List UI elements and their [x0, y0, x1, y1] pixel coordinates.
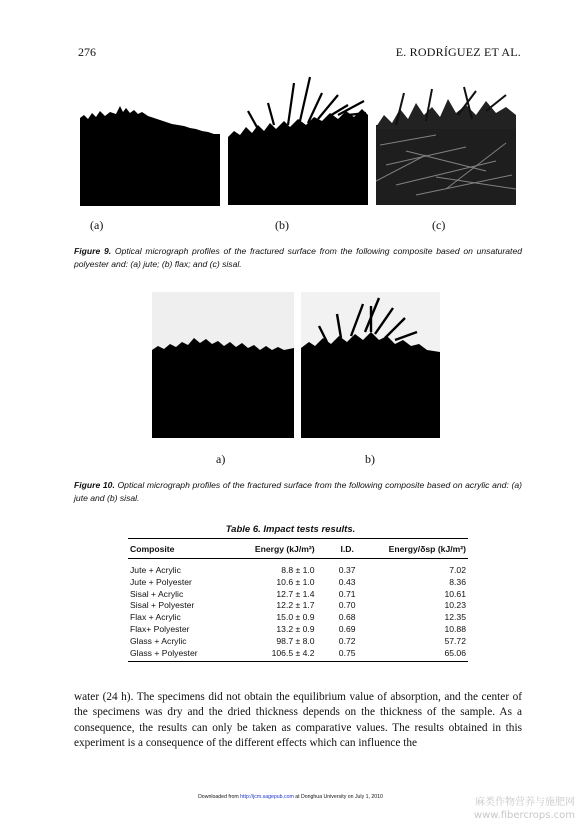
table6-title: Table 6. Impact tests results. [225, 524, 356, 535]
cell-composite: Flax+ Polyester [130, 623, 190, 634]
watermark [474, 796, 575, 822]
footer-suffix: at Donghua University on July 1, 2010 [293, 794, 383, 800]
cell-id: 0.70 [338, 600, 356, 611]
figure10-caption [74, 479, 522, 505]
cell-energy-per-dsp: 10.23 [444, 600, 466, 611]
cell-id: 0.75 [317, 648, 378, 662]
cell-energy: 15.0 ± 0.9 [276, 612, 315, 623]
header-energy: Energy (kJ/m²) [228, 539, 316, 559]
figure9-panel-a-image [80, 98, 220, 206]
page-number: 276 [78, 45, 96, 59]
cell-id: 0.72 [338, 635, 356, 646]
figure10-panel-b-image [301, 292, 440, 438]
figure10-caption-label: Figure 10. [74, 480, 115, 490]
cell-composite: Sisal + Acrylic [130, 588, 184, 599]
cell-id: 0.43 [338, 576, 356, 587]
footer-prefix: Downloaded from [198, 794, 241, 800]
running-head: E. RODRÍGUEZ ET AL. [395, 45, 521, 59]
figure9-label-a: (a) [90, 218, 104, 232]
cell-composite: Jute + Polyester [130, 576, 192, 587]
cell-energy: 12.2 ± 1.7 [276, 600, 315, 611]
cell-composite: Glass + Acrylic [130, 635, 187, 646]
table-row [128, 648, 468, 662]
cell-energy-per-dsp: 8.36 [449, 576, 466, 587]
cell-id: 0.37 [338, 565, 356, 575]
figure9-caption-label: Figure 9. [74, 246, 112, 256]
watermark-line1: 麻类作物营养与施肥网 [475, 797, 575, 808]
cell-composite: Sisal + Polyester [130, 600, 195, 611]
impact-table [128, 538, 468, 662]
cell-energy: 10.6 ± 1.0 [276, 576, 315, 587]
cell-id: 0.68 [338, 612, 356, 623]
watermark-line2: www.fibercrops.com [473, 810, 575, 821]
figure10-label-a: a) [216, 452, 226, 466]
cell-energy: 13.2 ± 0.9 [276, 623, 315, 634]
cell-energy-per-dsp: 65.06 [378, 648, 468, 662]
table-row [128, 577, 468, 589]
figure10-panel-a-image [152, 292, 294, 438]
cell-id: 0.71 [338, 588, 356, 599]
cell-energy-per-dsp: 7.02 [449, 565, 466, 575]
cell-composite: Jute + Acrylic [130, 565, 181, 575]
figure9-label-c: (c) [432, 218, 446, 232]
table-header-row [128, 539, 468, 559]
cell-energy: 12.7 ± 1.4 [276, 588, 315, 599]
cell-energy: 8.8 ± 1.0 [281, 565, 315, 575]
cell-composite: Flax + Acrylic [130, 612, 181, 623]
figure9-caption [74, 245, 522, 271]
figure10-label-b: b) [365, 452, 375, 466]
footer-link[interactable]: http://jcm.sagepub.com [240, 794, 294, 800]
cell-energy-per-dsp: 10.88 [444, 623, 466, 634]
header-composite: Composite [128, 539, 228, 559]
table-row [128, 589, 468, 601]
cell-energy-per-dsp: 10.61 [444, 588, 466, 599]
table-row [128, 559, 468, 577]
table-row [128, 600, 468, 612]
table-row [128, 624, 468, 636]
figure9-panel-b-image [228, 75, 368, 205]
cell-energy: 98.7 ± 8.0 [276, 635, 315, 646]
body-paragraph: water (24 h). The specimens did not obtain the equilibrium value of absorption, and the center of the specimens was dry and the dried thickness depends on the thickness of the sample. As a consequence, the results can only be taken as comparative values. The results obtained in this experiment is a consequence of the different effects which can influence the [74, 691, 522, 749]
figure9-label-b: (b) [275, 218, 289, 232]
figure9-caption-text: Optical micrograph profiles of the fractured surface from the following composite based on unsaturated polyester and: (a) jute; (b) flax; and (c) sisal. [74, 246, 522, 269]
cell-energy: 106.5 ± 4.2 [228, 648, 316, 662]
header-id: I.D. [317, 539, 378, 559]
figure10-caption-text: Optical micrograph profiles of the fractured surface from the following composite based on acrylic and: (a) jute and (b) sisal. [74, 480, 522, 503]
cell-energy-per-dsp: 57.72 [444, 635, 466, 646]
cell-id: 0.69 [338, 623, 356, 634]
figure9-panel-c-image [376, 85, 516, 205]
cell-energy-per-dsp: 12.35 [444, 612, 466, 623]
table-row [128, 636, 468, 648]
header-energy-per-dsp: Energy/δsp (kJ/m²) [378, 539, 468, 559]
cell-composite: Glass + Polyester [128, 648, 228, 662]
table-row [128, 612, 468, 624]
